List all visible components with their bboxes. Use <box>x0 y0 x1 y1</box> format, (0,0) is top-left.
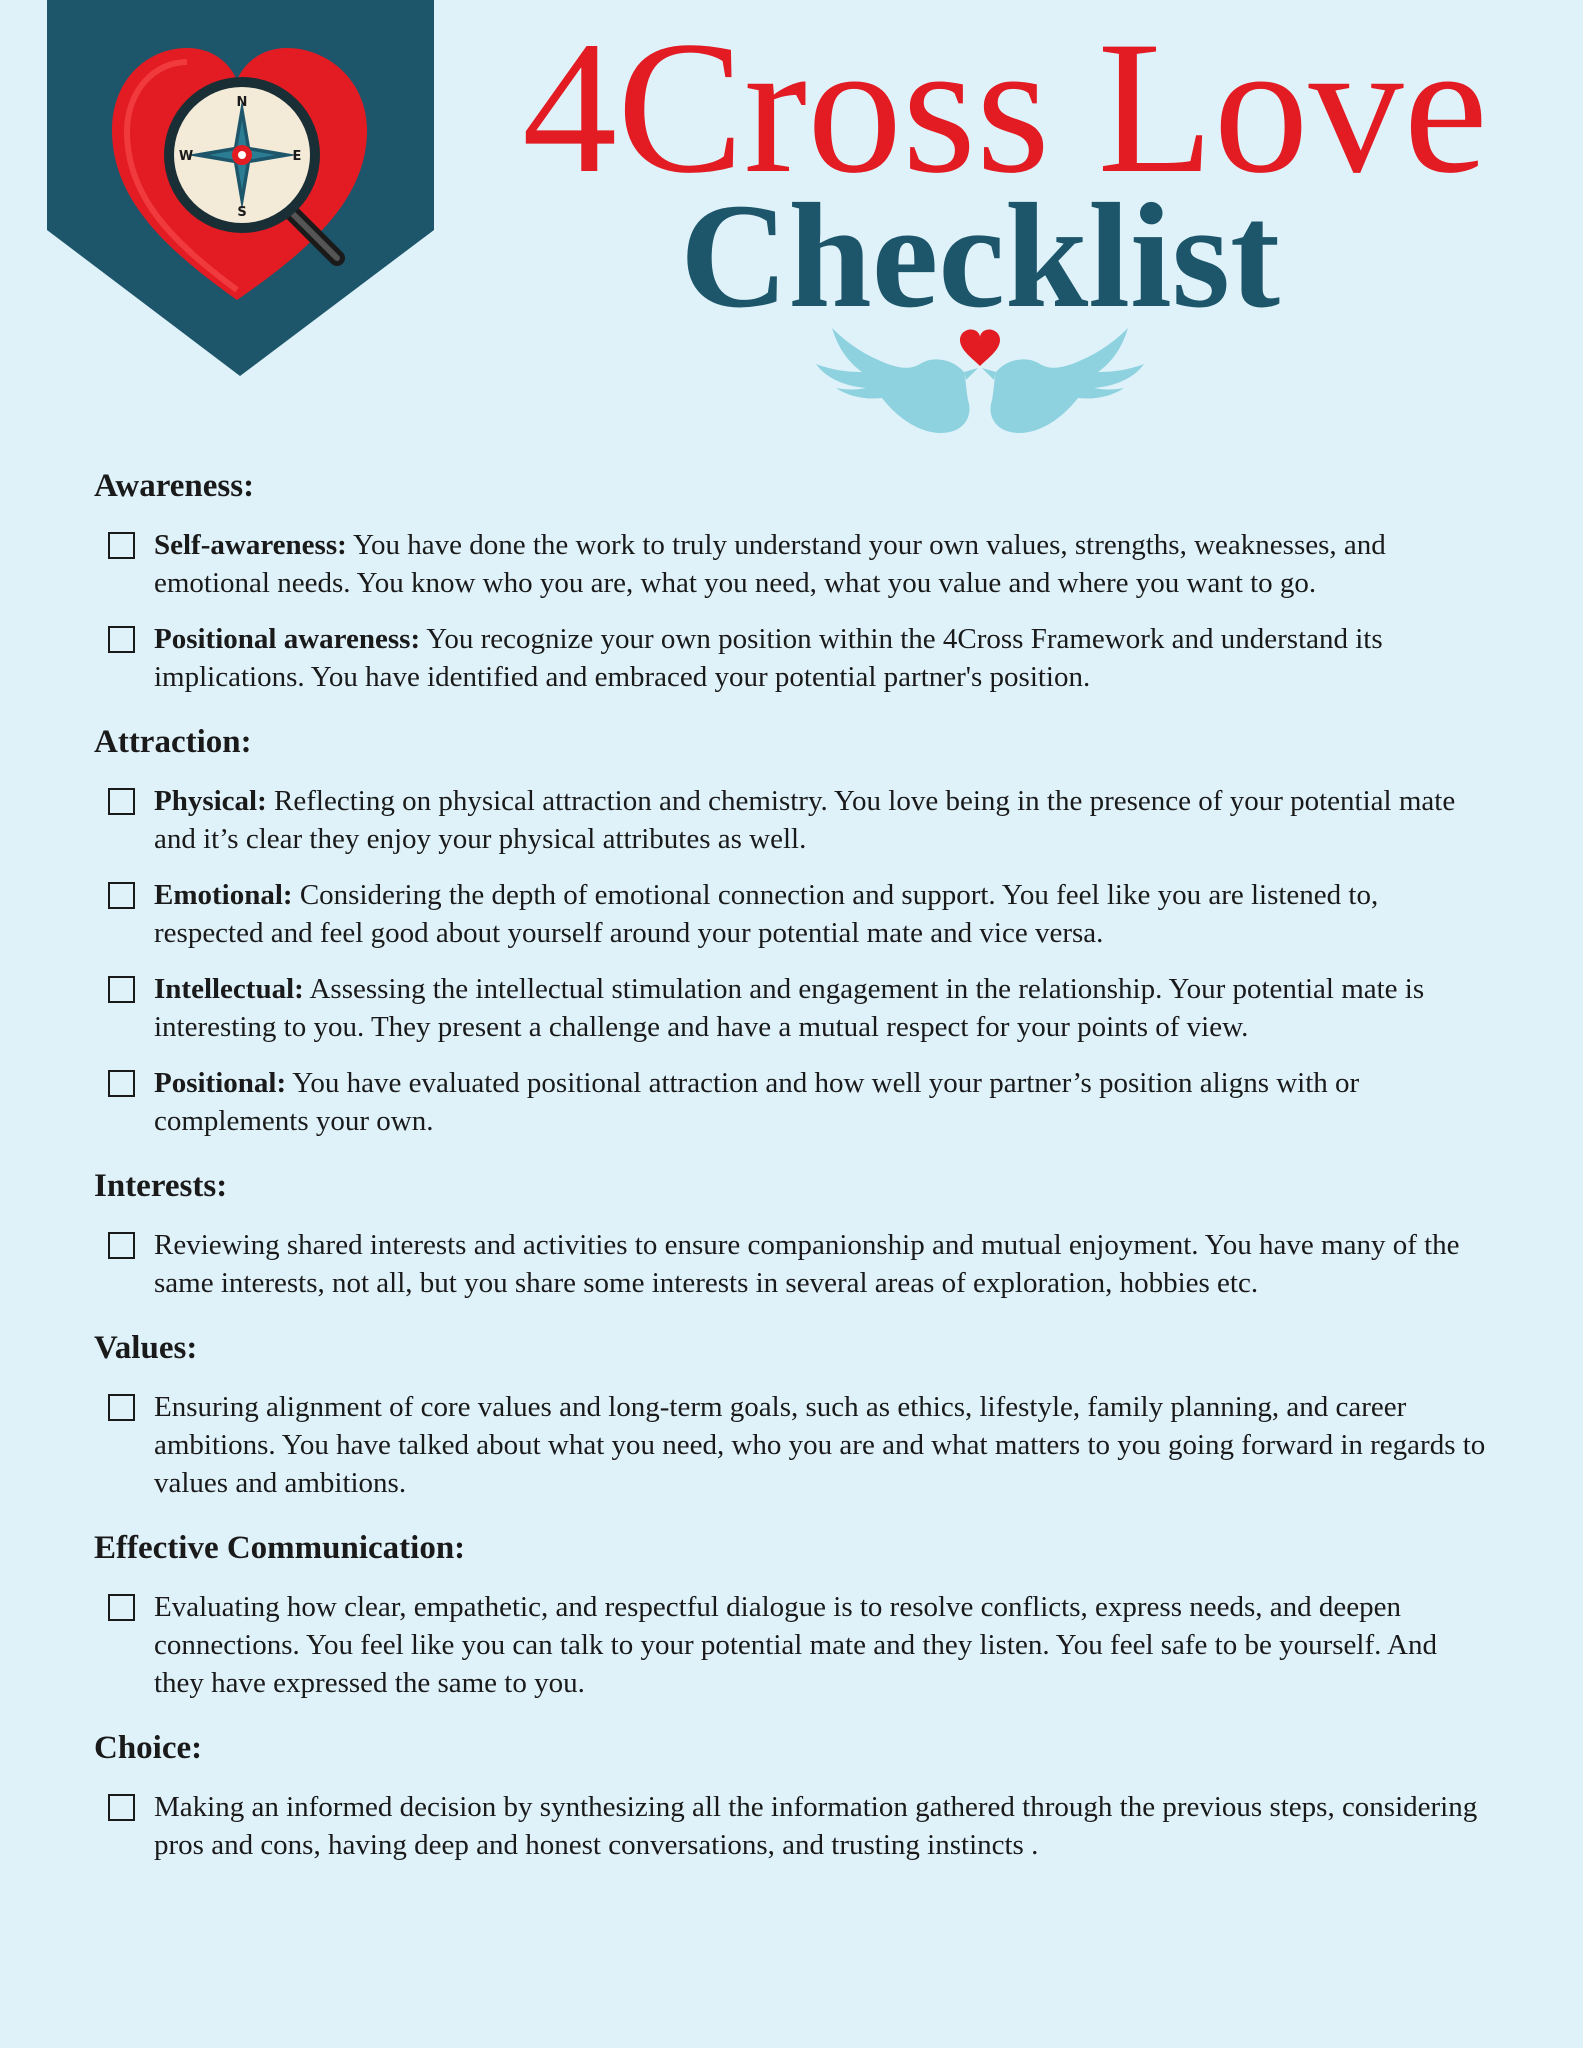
item-text: Assessing the intellectual stimulation and engagement in the relationship. Your potential mate is interesting to you. They present a challenge and have a mutual respect for your points of view. <box>154 973 1425 1043</box>
item-label: Intellectual: <box>154 973 304 1005</box>
checklist-item <box>94 970 1494 1046</box>
section-title: Interests: <box>94 1168 228 1204</box>
section-title: Values: <box>94 1330 198 1366</box>
item-text: Ensuring alignment of core values and long-term goals, such as ethics, lifestyle, family planning, and career ambitions. You have talked about what you need, who you are and what matters to you going forward in regards to values and ambitions. <box>154 1391 1486 1499</box>
checkbox[interactable] <box>108 882 135 909</box>
item-label: Positional: <box>154 1067 287 1099</box>
section-title: Choice: <box>94 1730 203 1766</box>
item-text: Reflecting on physical attraction and chemistry. You love being in the presence of your potential mate and it’s clear they enjoy your physical attributes as well. <box>154 785 1456 855</box>
section-attraction <box>94 722 1494 1140</box>
page-subtitle: Checklist <box>680 173 1280 339</box>
checklist-item <box>94 526 1494 602</box>
checkbox[interactable] <box>108 1794 135 1821</box>
section-title: Awareness: <box>94 468 255 504</box>
item-text: You have done the work to truly understand your own values, strengths, weaknesses, and emotional needs. You know who you are, what you need, what you value and where you want to go. <box>154 529 1386 599</box>
checkbox[interactable] <box>108 976 135 1003</box>
page-title: 4Cross Love <box>522 3 1488 213</box>
checklist-item <box>94 1588 1494 1702</box>
checklist <box>94 466 1494 1890</box>
checklist-item <box>94 876 1494 952</box>
compass-west-label: W <box>178 149 194 164</box>
section-effective-communication <box>94 1528 1494 1702</box>
section-interests <box>94 1166 1494 1302</box>
checklist-item <box>94 782 1494 858</box>
checkbox[interactable] <box>108 788 135 815</box>
compass-south-label: S <box>237 205 247 220</box>
section-values <box>94 1328 1494 1502</box>
section-title: Effective Communication: <box>94 1530 466 1566</box>
section-title: Attraction: <box>94 724 252 760</box>
item-label: Self-awareness: <box>154 529 347 561</box>
checklist-item <box>94 1226 1494 1302</box>
item-text: Reviewing shared interests and activities to ensure companionship and mutual enjoyment. You have many of the same interests, not all, but you share some interests in several areas of exploration, hobbies etc. <box>154 1229 1460 1299</box>
checklist-item <box>94 1788 1494 1864</box>
checkbox[interactable] <box>108 1232 135 1259</box>
checklist-item <box>94 1064 1494 1140</box>
item-text: Making an informed decision by synthesizing all the information gathered through the previous steps, considering pros and cons, having deep and honest conversations, and trusting instincts . <box>154 1791 1478 1861</box>
item-text: You recognize your own position within the 4Cross Framework and understand its implications. You have identified and embraced your potential partner's position. <box>154 623 1383 693</box>
checklist-item <box>94 1388 1494 1502</box>
item-text: Considering the depth of emotional connection and support. You feel like you are listened to, respected and feel good about yourself around your potential mate and vice versa. <box>154 879 1379 949</box>
item-text: Evaluating how clear, empathetic, and respectful dialogue is to resolve conflicts, express needs, and deepen connections. You feel like you can talk to your potential mate and they listen. You feel safe to be yourself. And they have expressed the same to you. <box>154 1591 1437 1699</box>
checkbox[interactable] <box>108 626 135 653</box>
section-choice <box>94 1728 1494 1864</box>
item-label: Positional awareness: <box>154 623 421 655</box>
checkbox[interactable] <box>108 532 135 559</box>
logo-banner <box>47 0 434 376</box>
section-awareness <box>94 466 1494 696</box>
compass-north-label: N <box>236 95 248 110</box>
item-label: Emotional: <box>154 879 293 911</box>
item-label: Physical: <box>154 785 267 817</box>
checklist-item <box>94 620 1494 696</box>
checkbox[interactable] <box>108 1594 135 1621</box>
checkbox[interactable] <box>108 1394 135 1421</box>
compass-east-label: E <box>292 149 302 164</box>
doves-heart-icon <box>792 328 1168 444</box>
checkbox[interactable] <box>108 1070 135 1097</box>
heart-compass-magnifier-icon <box>47 0 434 376</box>
item-text: You have evaluated positional attraction and how well your partner’s position aligns with or complements your own. <box>154 1067 1360 1137</box>
